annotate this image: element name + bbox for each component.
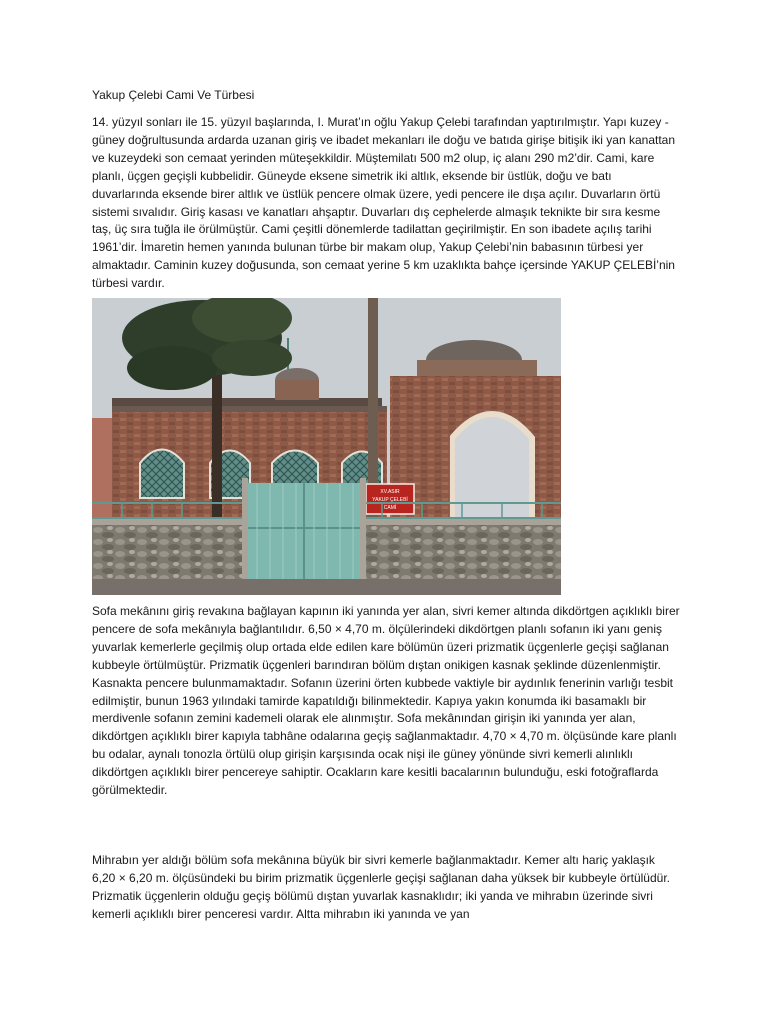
sign-line-1: XV.ASIR: [380, 489, 400, 495]
document-title: Yakup Çelebi Cami Ve Türbesi: [92, 88, 255, 102]
mosque-photo: [92, 298, 561, 595]
paragraph-3: Mihrabın yer aldığı bölüm sofa mekânına büyük bir sivri kemerle bağlanmaktadır. Kemer altı hariç yaklaşık 6,20 × 6,20 m. ölçüsündeki bu birim prizmatik üçgenlerle geçişi sağlanan daha yüksek bir kubbeyle örtülüdür. Prizmatik üçgenlerin olduğu geçiş bölümü dıştan yuvarlak kasnaklıdır; iki yanda ve mihrabın üzerinde sivri kemerli açıklıklı birer penceresi vardır. Altta mihrabın iki yanında ve yan: [92, 853, 670, 921]
paragraph-1: 14. yüzyıl sonları ile 15. yüzyıl başlarında, I. Murat’ın oğlu Yakup Çelebi tarafından yaptırılmıştır. Yapı kuzey - güney doğrultusunda ardarda uzanan giriş ve ibadet mekanları ile doğu ve batıda girişe bitişik iki yan kanattan ve kuzeydeki son cemaat yerinden müteşekkildir. Müştemilatı 500 m2 olup, iç alanı 290 m2’dir. Cami, kare planlı, üçgen geçişli kubbelidir. Güneyde eksene simetrik iki altlık, eksende bir üstlük, doğu ve batı duvarlarında eksende birer altlık ve üstlük pencere olmak üzere, yedi pencere ile dışa açılır. Duvarların örtü sistemi sıvalıdır. Giriş kasası ve kanatları ahşaptır. Duvarları dış cephelerde almaşık teknikte bir sıra kesme taş, üç sıra tuğla ile örülmüştür. Cami çeşitli dönemlerde tadilattan geçirilmiştir. En son ibadete açılış tarihi 1961’dir. İmaretin hemen yanında bulunan türbe bir makam olup, Yakup Çelebi’nin babasının türbesi yer almaktadır. Caminin kuzey doğusunda, son cemaat yerine 5 km uzaklıkta bahçe içersinde YAKUP ÇELEBİ’nin türbesi vardır.: [92, 115, 676, 291]
sign-line-3: CAMİ: [383, 505, 397, 511]
sign-line-2: YAKUP ÇELEBİ: [372, 497, 408, 503]
paragraph-2: Sofa mekânını giriş revakına bağlayan kapının iki yanında yer alan, sivri kemer altında dikdörtgen açıklıklı birer pencere de sofa mekânıyla bağlantılıdır. 6,50 × 4,70 m. ölçülerindeki dikdörtgen planlı sofanın iki yanı geniş yuvarlak kemerlerle geçilmiş olup ortada elde edilen kare bölümün üzeri prizmatik üçgenlerle geçişi sağlanan kubbeyle örtülmüştür. Prizmatik üçgenleri barındıran bölüm dıştan onikigen kasnak şeklinde düzenlenmiştir. Kasnakta pencere bulunmamaktadır. Sofanın üzerini örten kubbede vaktiyle bir aydınlık fenerinin varlığı tesbit edilmiştir, bunun 1963 yılındaki tamirde kapatıldığı bilinmektedir. Kapıya yakın konumda iki basamaklı bir merdivenle sofanın zemini kademeli olarak ele alınmıştır. Sofa mekânından girişin iki yanında yer alan, dikdörtgen açıklıklı birer kapıyla tabhâne odalarına geçiş sağlanmaktadır. 4,70 × 4,70 m. ölçüsünde kare planlı bu odalar, aynalı tonozla örtülü olup girişin karşısında ocak nişi ile güney yönünde sivri kemerli alınlıklı dikdörtgen açıklıklı birer pencereye sahiptir. Ocakların kare kesitli bacalarının bulunduğu, eski fotoğraflarda görülmektedir.: [92, 604, 680, 798]
